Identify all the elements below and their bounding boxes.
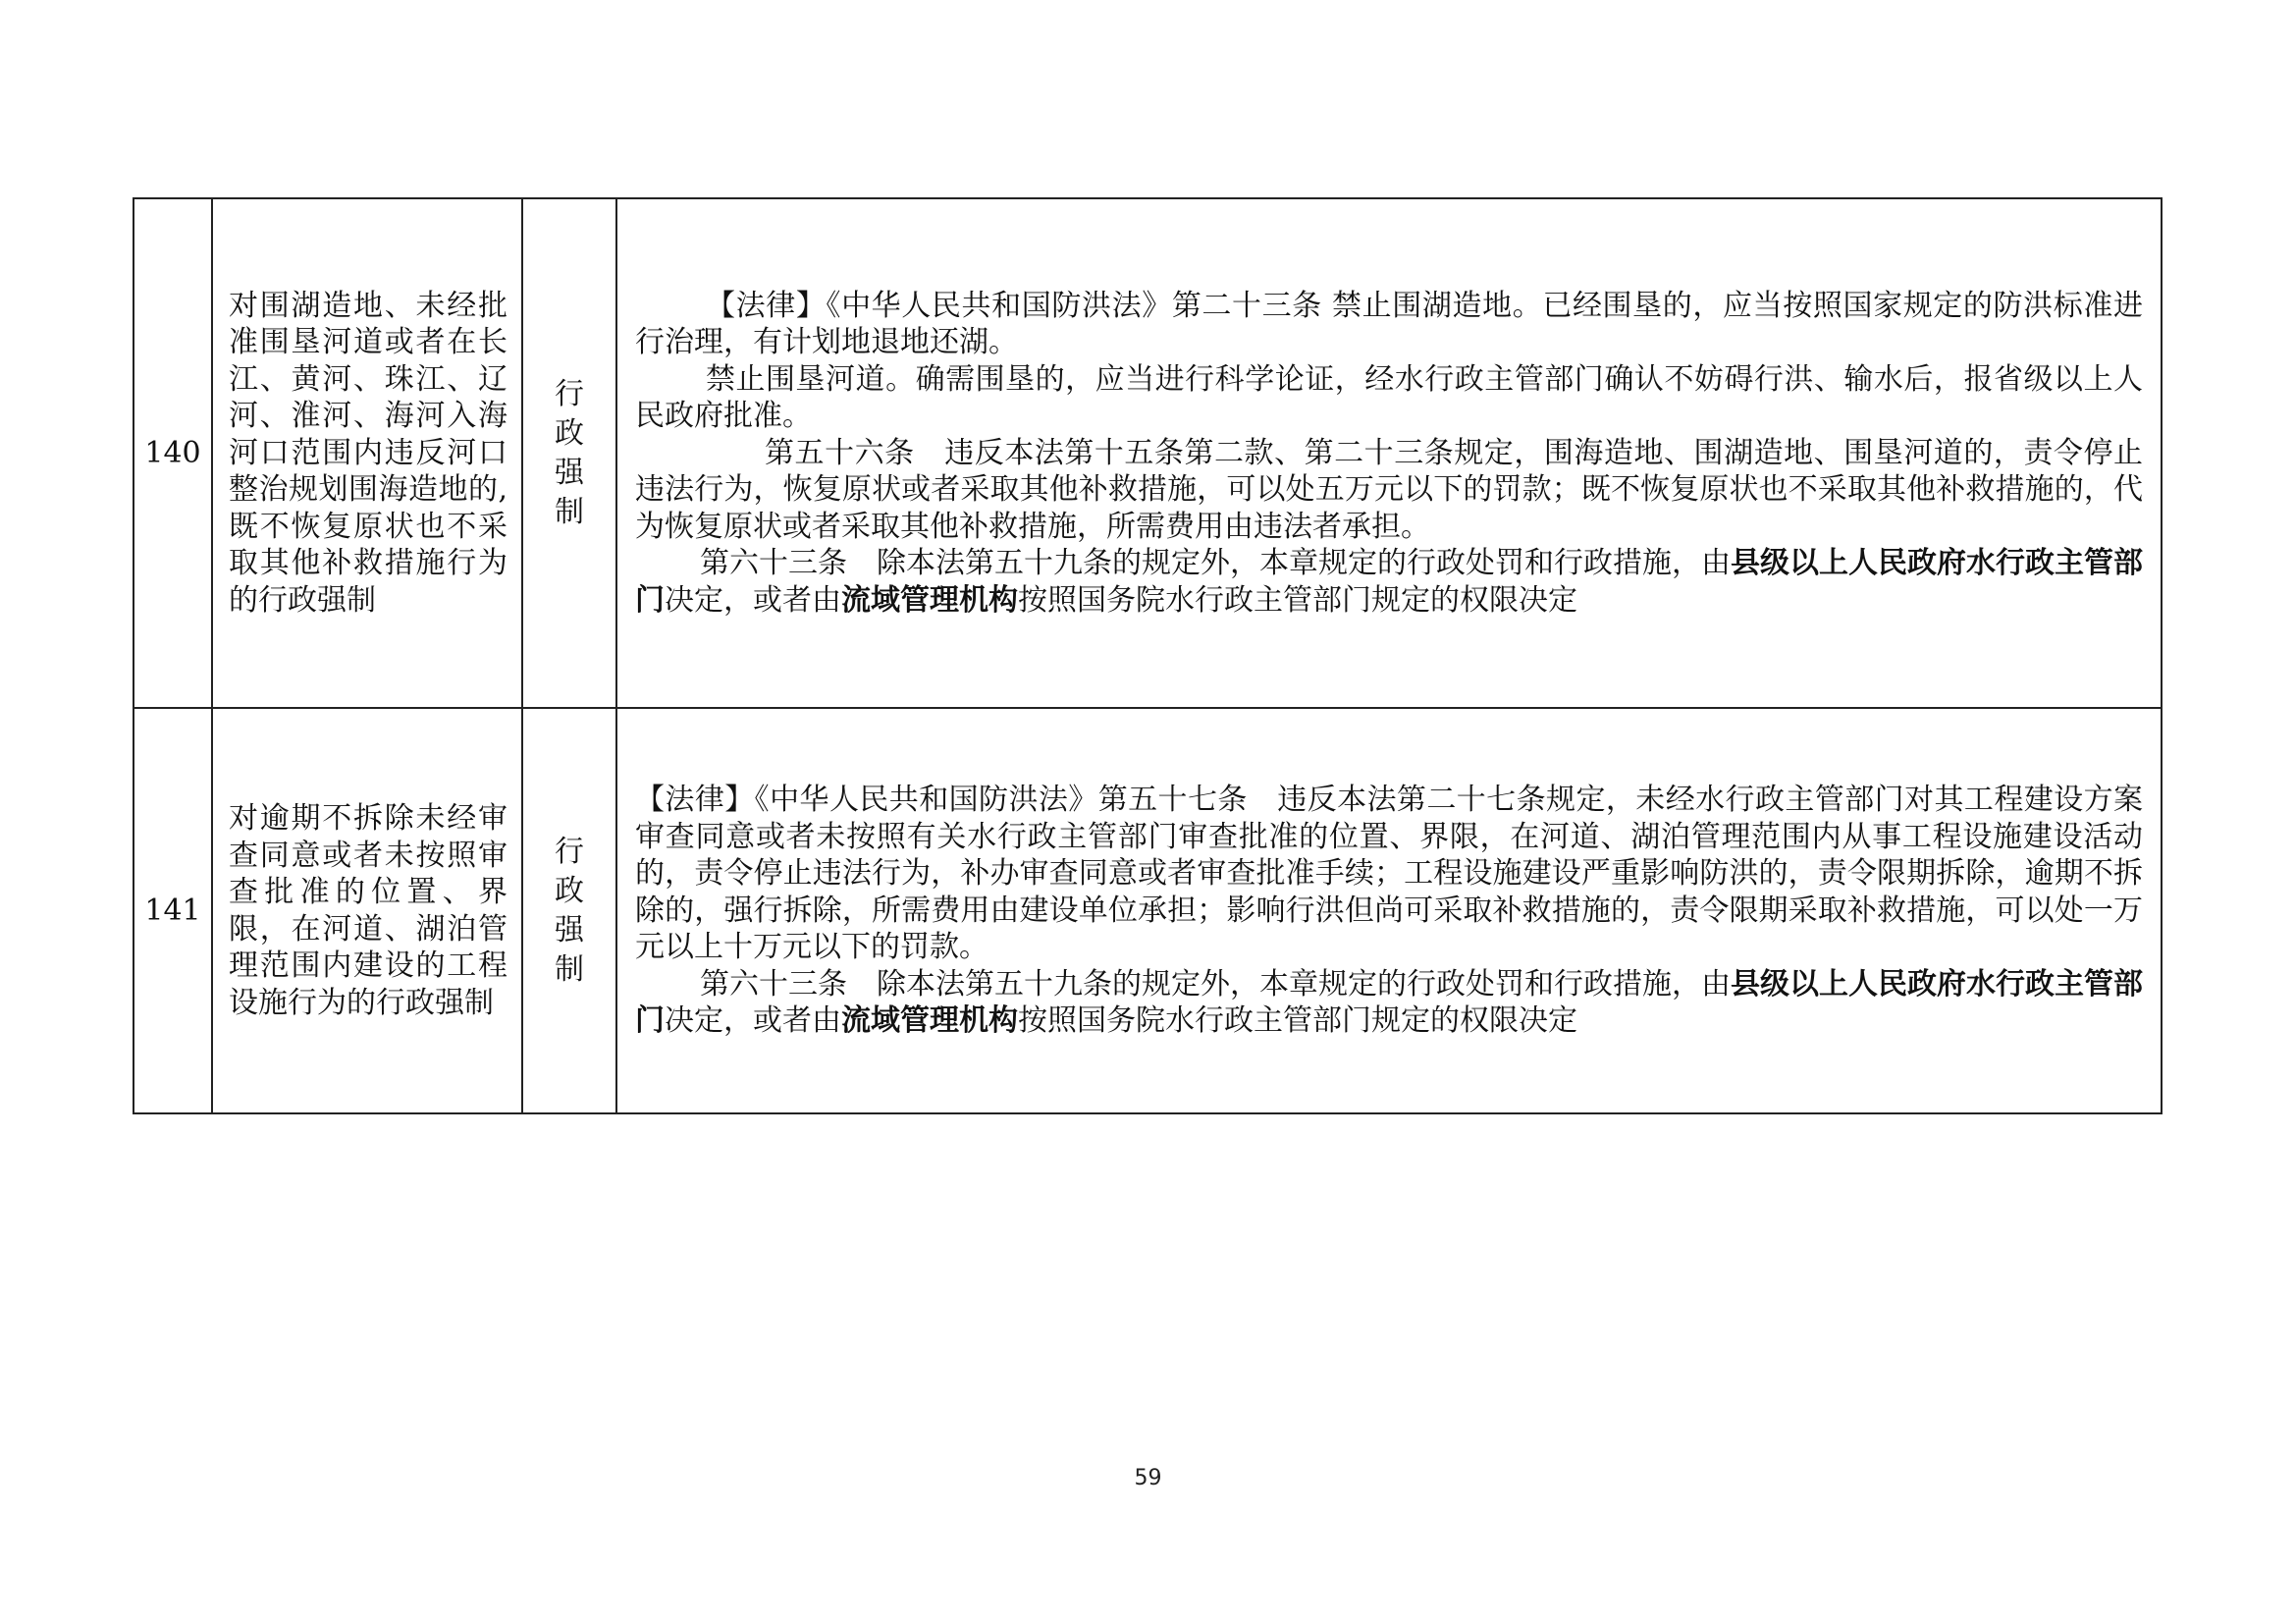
type-char: 行 xyxy=(555,376,584,411)
basis-text: 按照国务院水行政主管部门规定的权限决定 xyxy=(1018,582,1577,618)
table-row xyxy=(133,708,2162,1113)
basis-paragraph: 禁止围垦河道。确需围垦的，应当进行科学论证，经水行政主管部门确认不妨碍行洪、输水后，报省级以上人民政府批准。 xyxy=(635,361,2143,434)
basis-text: 按照国务院水行政主管部门规定的权限决定 xyxy=(1018,1003,1577,1039)
enforcement-type xyxy=(522,198,616,708)
regulation-table xyxy=(133,197,2163,1114)
authority-emphasis: 流域管理机构 xyxy=(841,1003,1018,1039)
basis-paragraph: 【法律】《中华人民共和国防洪法》第五十七条 违反本法第二十七条规定，未经水行政主管部门对其工程建设方案审查同意或者未按照有关水行政主管部门审查批准的位置、界限，在河道、湖泊管理范围内从事工程设施建设活动的，责令停止违法行为，补办审查同意或者审查批准手续；工程设施建设严重影响防洪的，责令限期拆除，逾期不拆除的，强行拆除，所需费用由建设单位承担；影响行洪但尚可采取补救措施的，责令限期采取补救措施，可以处一万元以上十万元以下的罚款。 xyxy=(635,783,2143,965)
type-char: 政 xyxy=(555,873,584,908)
authority-emphasis: 流域管理机构 xyxy=(841,582,1018,618)
basis-paragraph xyxy=(635,966,2143,1040)
type-char: 制 xyxy=(555,494,584,529)
row-number: 140 xyxy=(133,198,212,708)
basis-paragraph: 第五十六条 违反本法第十五条第二款、第二十三条规定，围海造地、围湖造地、围垦河道的，责令停止违法行为，恢复原状或者采取其他补救措施，可以处五万元以下的罚款；既不恢复原状也不采取其他补救措施的，代为恢复原状或者采取其他补救措施，所需费用由违法者承担。 xyxy=(635,435,2143,544)
basis-text: 第六十三条 除本法第五十九条的规定外，本章规定的行政处罚和行政措施，由 xyxy=(700,966,1731,1001)
basis-paragraph xyxy=(635,545,2143,619)
enforcement-type xyxy=(522,708,616,1113)
row-number: 141 xyxy=(133,708,212,1113)
basis-text: 决定，或者由 xyxy=(665,1003,841,1039)
legal-basis xyxy=(616,198,2162,708)
item-description: 对围湖造地、未经批准围垦河道或者在长江、黄河、珠江、辽河、淮河、海河入海河口范围内违反河口整治规划围海造地的,既不恢复原状也不采取其他补救措施行为的行政强制 xyxy=(212,198,522,708)
basis-paragraph: 【法律】《中华人民共和国防洪法》第二十三条 禁止围湖造地。已经围垦的，应当按照国家规定的防洪标准进行治理，有计划地退地还湖。 xyxy=(635,288,2143,360)
page-number: 59 xyxy=(1134,1466,1162,1490)
type-char: 强 xyxy=(555,912,584,947)
type-char: 强 xyxy=(555,455,584,490)
type-char: 行 xyxy=(555,834,584,869)
authority-emphasis: 县级以上人民政府水行政主管部门 xyxy=(635,966,2143,1039)
authority-emphasis: 县级以上人民政府水行政主管部门 xyxy=(635,546,2143,618)
item-description: 对逾期不拆除未经审查同意或者未按照审查批准的位置、界限，在河道、湖泊管理范围内建设的工程设施行为的行政强制 xyxy=(212,708,522,1113)
table-row xyxy=(133,198,2162,708)
basis-text: 第六十三条 除本法第五十九条的规定外，本章规定的行政处罚和行政措施，由 xyxy=(700,546,1731,581)
type-char: 制 xyxy=(555,951,584,987)
type-char: 政 xyxy=(555,415,584,451)
legal-basis xyxy=(616,708,2162,1113)
basis-text: 决定，或者由 xyxy=(665,582,841,618)
